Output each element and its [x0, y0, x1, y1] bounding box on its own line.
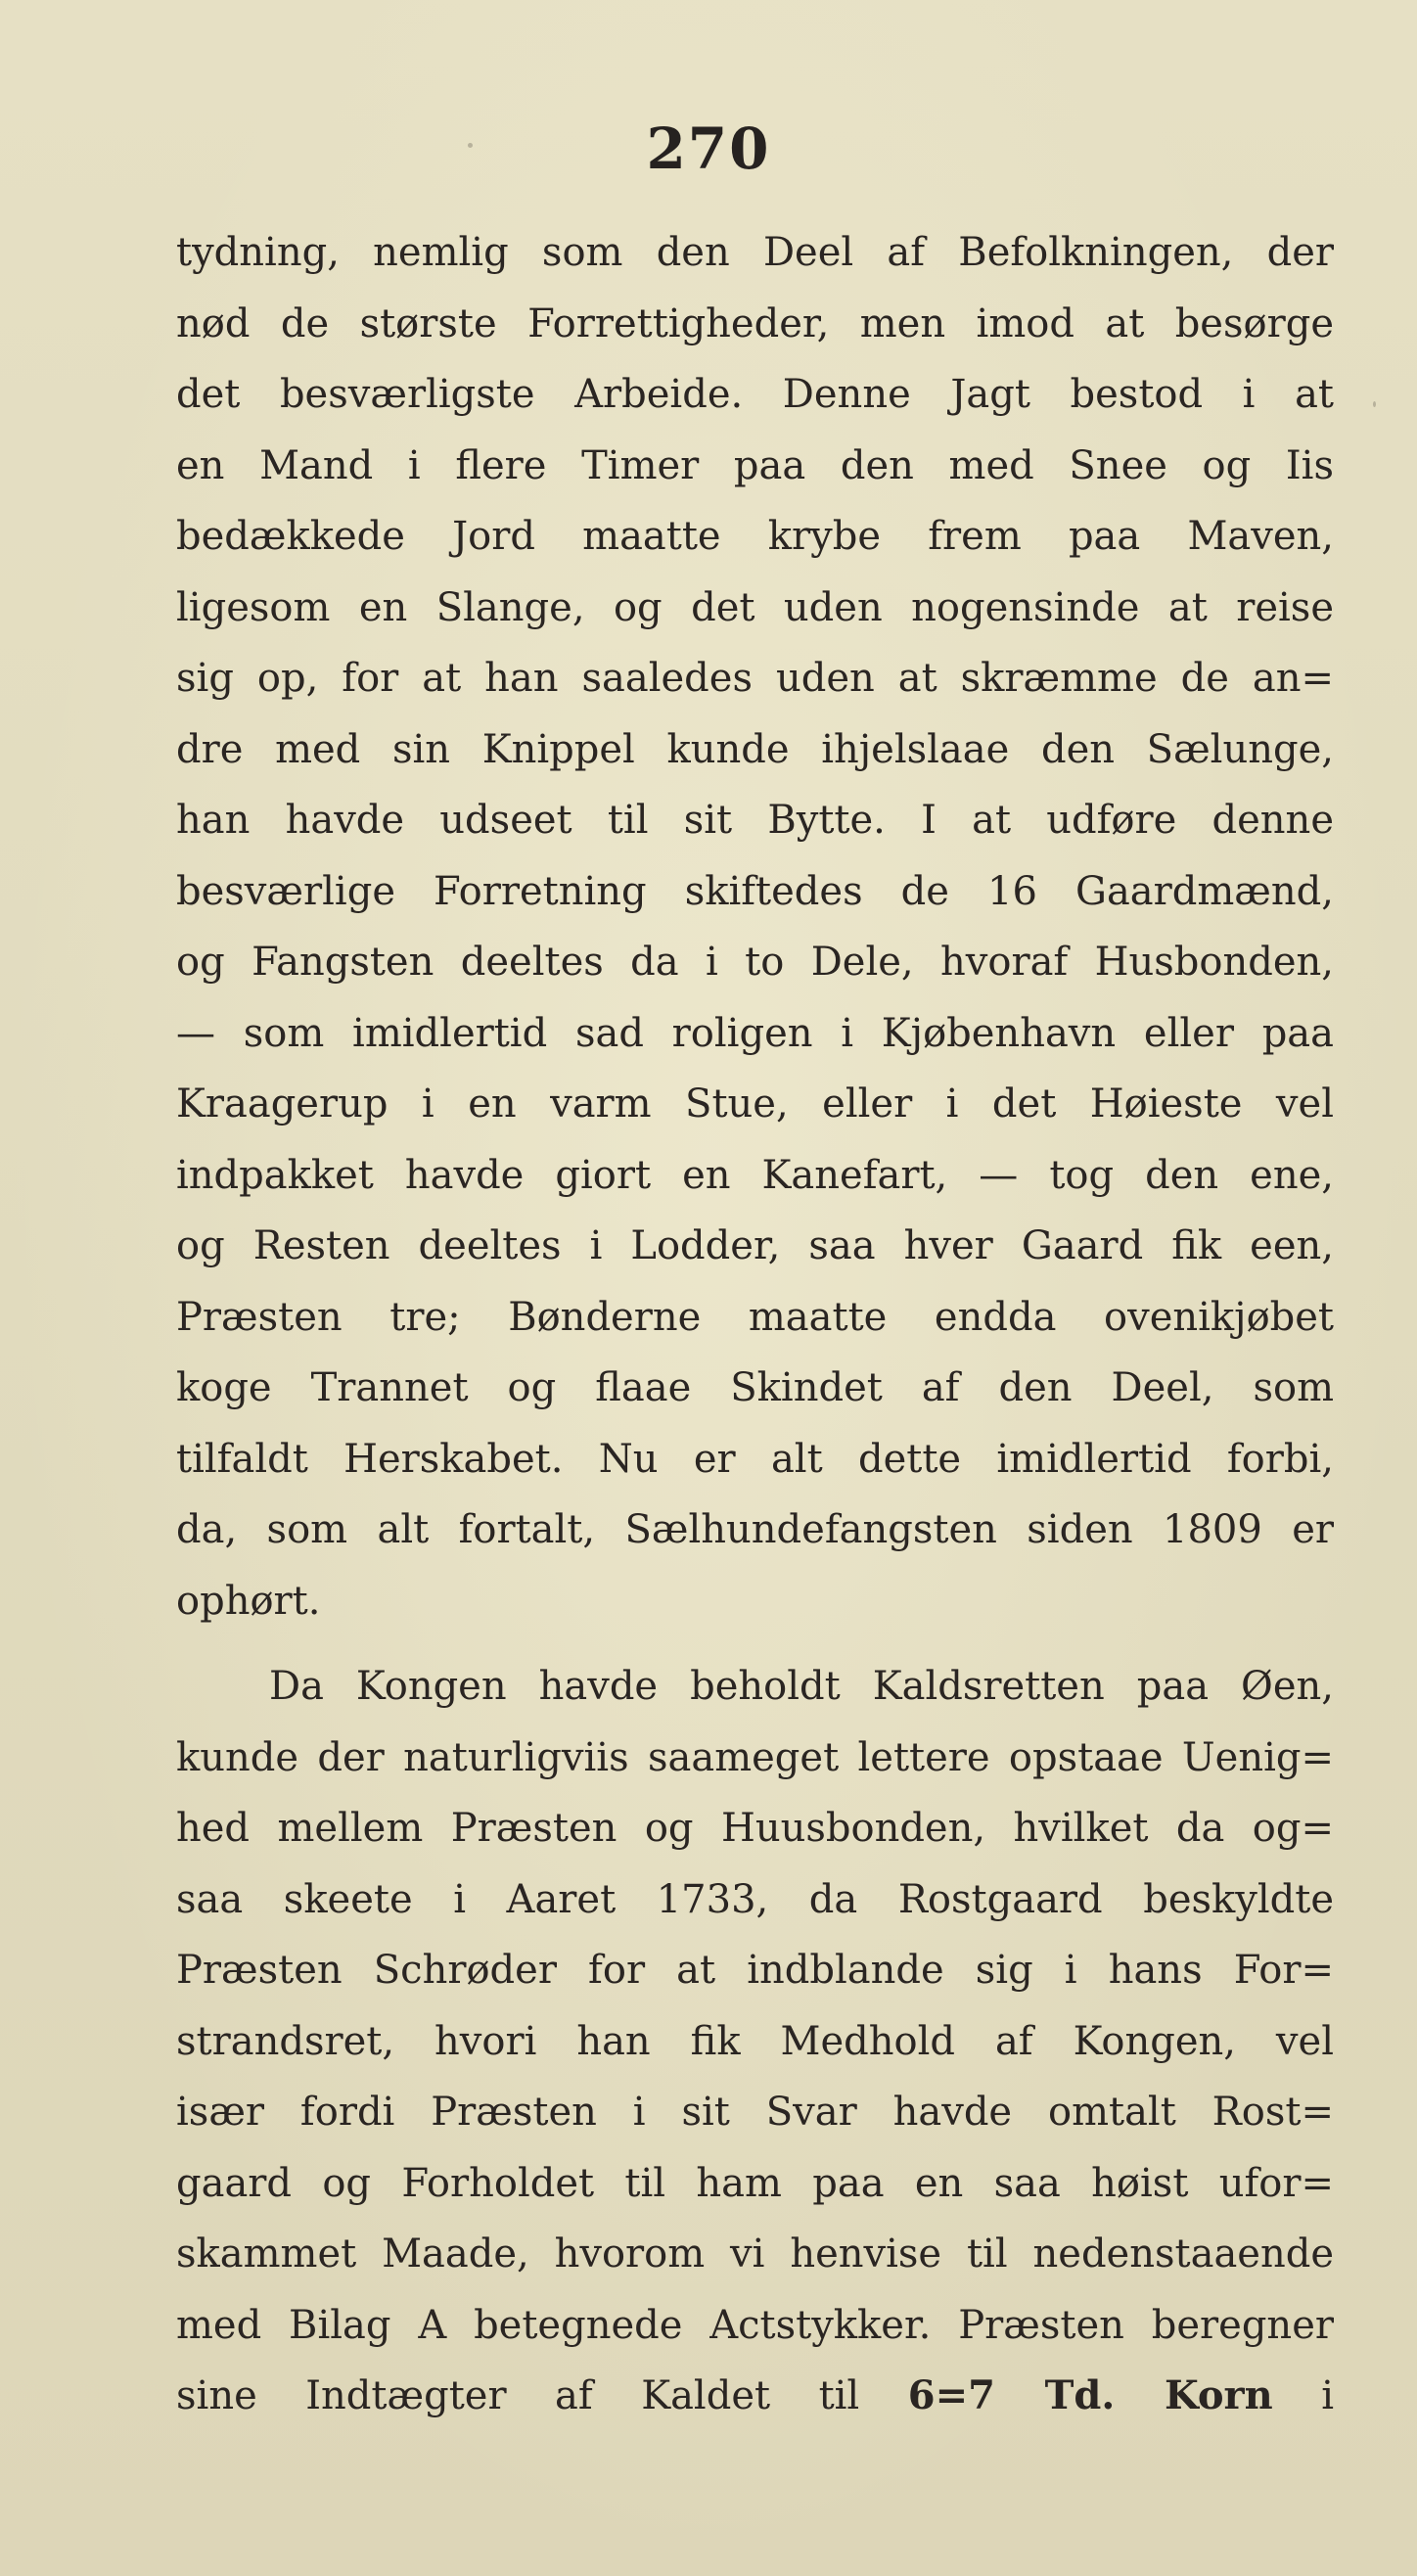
paragraph-1: [176, 217, 1334, 1636]
text-line: skammet Maade, hvorom vi henvise til nedenstaaende: [176, 2231, 1334, 2277]
text-line: Da Kongen havde beholdt Kaldsretten paa Øen,: [269, 1664, 1334, 1709]
text-line: tydning, nemlig som den Deel af Befolkningen, der: [176, 230, 1334, 275]
text-line: og Resten deeltes i Lodder, saa hver Gaard fik een,: [176, 1223, 1334, 1268]
paragraph-2: [176, 1651, 1334, 2432]
text-line: nød de største Forrettigheder, men imod at besørge: [176, 300, 1334, 346]
text-line: ligesom en Slange, og det uden nogensinde at reise: [176, 584, 1334, 630]
paragraph-gap: [176, 1636, 1334, 1651]
text-line: Præsten tre; Bønderne maatte endda ovenikjøbet: [176, 1294, 1334, 1340]
text-line: strandsret, hvori han fik Medhold af Kongen, vel: [176, 2018, 1334, 2064]
text-line: en Mand i flere Timer paa den med Snee og Iis: [176, 442, 1334, 488]
text-line: især fordi Præsten i sit Svar havde omtalt Rost=: [176, 2090, 1334, 2135]
text-line: koge Trannet og flaae Skindet af den Deel, som: [176, 1365, 1334, 1410]
text-line: bedækkede Jord maatte krybe frem paa Maven,: [176, 514, 1334, 559]
text-line: saa skeete i Aaret 1733, da Rostgaard beskyldte: [176, 1876, 1334, 1922]
text-run: sine Indtægter af Kaldet til: [176, 2373, 860, 2418]
text-line: besværlige Forretning skiftedes de 16 Gaardmænd,: [176, 868, 1334, 914]
text-line: Præsten Schrøder for at indblande sig i hans For=: [176, 1948, 1334, 1993]
text-line: sig op, for at han saaledes uden at skræmme de an=: [176, 656, 1334, 701]
text-line: hed mellem Præsten og Huusbonden, hvilket da og=: [176, 1806, 1334, 1851]
text-line-final: [176, 2361, 1334, 2432]
text-line: da, som alt fortalt, Sælhundefangsten siden 1809 er: [176, 1507, 1334, 1552]
text-line: Kraagerup i en varm Stue, eller i det Høieste vel: [176, 1081, 1334, 1127]
paper-speck: [1373, 401, 1376, 407]
text-line: — som imidlertid sad roligen i Kjøbenhavn eller paa: [176, 1010, 1334, 1056]
text-line: tilfaldt Herskabet. Nu er alt dette imidlertid forbi,: [176, 1436, 1334, 1482]
text-line: med Bilag A betegnede Actstykker. Præsten beregner: [176, 2302, 1334, 2348]
text-line: det besværligste Arbeide. Denne Jagt bestod i at: [176, 372, 1334, 417]
text-line: indpakket havde giort en Kanefart, — tog den ene,: [176, 1152, 1334, 1198]
text-line: ophørt.: [176, 1578, 321, 1624]
text-line: og Fangsten deeltes da i to Dele, hvoraf Husbonden,: [176, 940, 1334, 985]
text-line: gaard og Forholdet til ham paa en saa høist ufor=: [176, 2160, 1334, 2206]
text-line: han havde udseet til sit Bytte. I at udføre denne: [176, 798, 1334, 843]
text-line: dre med sin Knippel kunde ihjelslaae den Sælunge,: [176, 726, 1334, 772]
text-run: i: [1321, 2373, 1334, 2418]
text-line: kunde der naturligviis saameget lettere opstaae Uenig=: [176, 1734, 1334, 1780]
bold-text-run: 6=7 Td. Korn: [907, 2372, 1273, 2418]
body-text: [176, 217, 1334, 2432]
page-number: 270: [646, 115, 771, 182]
